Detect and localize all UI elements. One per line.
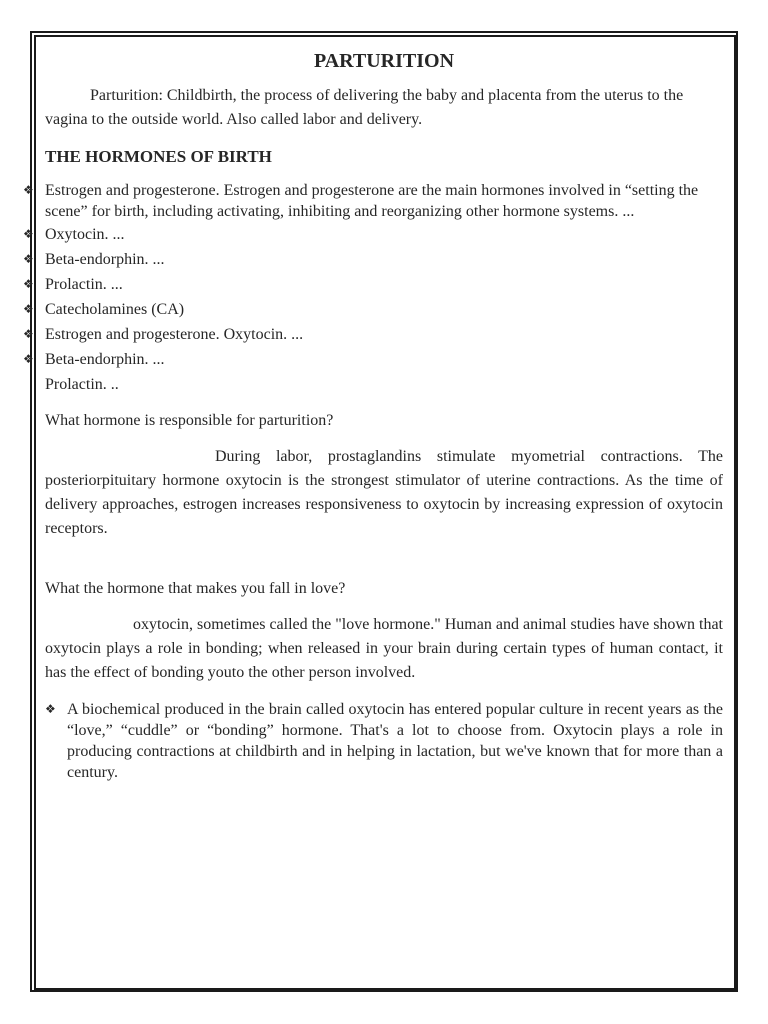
question-parturition-hormone: What hormone is responsible for parturition? [45,412,334,429]
diamond-bullet-icon: ❖ [23,252,34,266]
diamond-bullet-icon: ❖ [23,183,34,197]
list-item: ❖ Estrogen and progesterone. Oxytocin. ... [45,322,723,347]
document-body [23,44,723,783]
list-item: Prolactin. .. [45,376,119,393]
list-item: ❖ Beta-endorphin. ... [45,347,723,372]
diamond-bullet-icon: ❖ [23,302,34,316]
diamond-bullet-icon: ❖ [23,352,34,366]
section-heading: THE HORMONES OF BIRTH [45,147,272,166]
paragraph-spacer [45,541,723,565]
document-title: PARTURITION [313,50,455,72]
list-item: ❖ Estrogen and progesterone. Estrogen and progesterone are the main hormones involved in “setting the scene” for birth, including activating, inhibiting and reorganizing other hormone systems. ... [23,182,699,220]
question-love-hormone: What the hormone that makes you fall in love? [45,580,346,597]
list-item: ❖ Prolactin. ... [45,272,723,297]
answer-parturition-hormone: During labor, prostaglandins stimulate myometrial contractions. The posteriorpituitary hormone oxytocin is the strongest stimulator of uterine contractions. As the time of delivery approaches, estrogen increases responsiveness to oxytocin by increasing expression of oxytocin receptors. [45,448,723,537]
diamond-bullet-icon: ❖ [23,327,34,341]
answer-love-hormone: oxytocin, sometimes called the "love hormone." Human and animal studies have shown that oxytocin plays a role in bonding; when released in your brain during certain types of human contact, it has the effect of bonding youto the other person involved. [45,616,723,681]
diamond-bullet-icon: ❖ [23,277,34,291]
oxytocin-note: ❖ A biochemical produced in the brain called oxytocin has entered popular culture in recent years as the “love,” “cuddle” or “bonding” hormone. That's a lot to choose from. Oxytocin plays a role in producing contractions at childbirth and in helping in lactation, but we've known that for more than a century. [45,701,723,781]
intro-paragraph: Parturition: Childbirth, the process of delivering the baby and placenta from the uterus to the vagina to the outside world. Also called labor and delivery. [45,87,684,128]
hormone-list [23,180,723,397]
diamond-bullet-icon: ❖ [45,702,56,716]
diamond-bullet-icon: ❖ [23,227,34,241]
list-item: ❖ Oxytocin. ... [45,222,723,247]
list-item: ❖ Catecholamines (CA) [45,297,723,322]
list-item: ❖ Beta-endorphin. ... [45,247,723,272]
